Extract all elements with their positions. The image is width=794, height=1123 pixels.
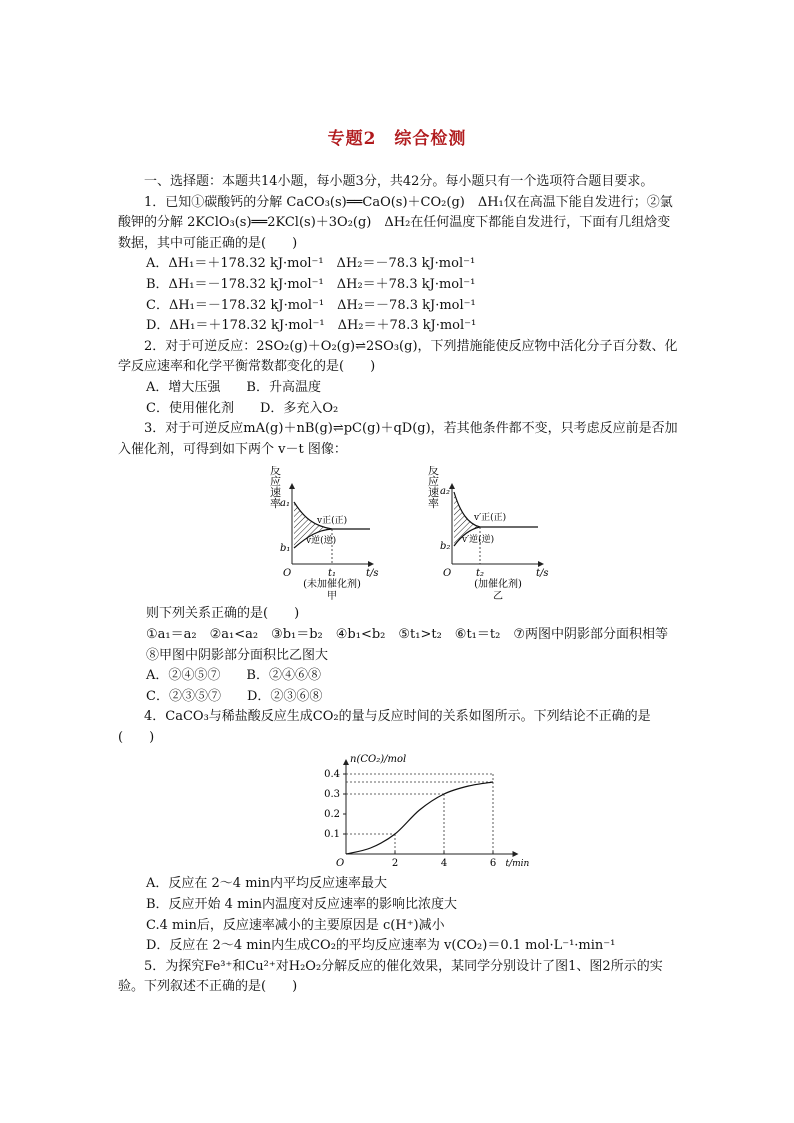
q1-option-d: D．ΔH₁＝＋178.32 kJ·mol⁻¹ ΔH₂＝＋78.3 kJ·mol⁻¹ — [146, 318, 477, 334]
q3-list-line1: ①a₁＝a₂ ②a₁<a₂ ③b₁＝b₂ ④b₁<b₂ ⑤t₁>t₂ ⑥t₁＝t₂ ⑦两图中阴影部分面积相等 — [146, 626, 668, 642]
q4-option-d: D．反应在 2～4 min内生成CO₂的平均反应速率为 v(CO₂)＝0.1 mol·L⁻¹·min⁻¹ — [146, 938, 616, 954]
q3-options-ab: A．②④⑤⑦ B．②④⑥⑧ — [146, 668, 321, 684]
q1-option-a: A．ΔH₁＝＋178.32 kJ·mol⁻¹ ΔH₂＝－78.3 kJ·mol⁻¹ — [146, 256, 476, 272]
y-tick-label: 0.4 — [324, 769, 340, 781]
forward-label-left: v正(正) — [317, 516, 348, 527]
y-tick-label: 0.3 — [324, 789, 340, 801]
q2-options-cd: C．使用催化剂 D．多充入O₂ — [146, 400, 339, 416]
forward-label-right: v′正(正) — [474, 513, 507, 524]
y-tick-label: 0.2 — [324, 809, 340, 821]
ylabel-char-2-right: 应 — [428, 475, 439, 489]
q3-stem: 3．对于可逆反应mA(g)＋nB(g)⇌pC(g)＋qD(g)，若其他条件都不变，只考虑反应前是否加入催化剂，可得到如下两个 v－t 图像： — [118, 421, 678, 457]
q3-options-cd: C．②③⑤⑦ D．②③⑥⑧ — [146, 688, 323, 704]
ylabel-char-2: 应 — [270, 475, 281, 489]
x-tick-label: 2 — [391, 858, 399, 869]
q4-option-a: A．反应在 2～4 min内平均反应速率最大 — [146, 876, 388, 892]
q1-option-b: B．ΔH₁＝－178.32 kJ·mol⁻¹ ΔH₂＝＋78.3 kJ·mol⁻¹ — [146, 276, 476, 292]
reverse-label-right: v′逆(逆) — [462, 535, 495, 546]
graph-right — [428, 466, 549, 600]
t1-label: t₁ — [328, 568, 337, 580]
q3-figure-svg — [118, 466, 678, 600]
x-tick-label: 4 — [440, 858, 448, 869]
page-title: 专题2 综合检测 — [327, 129, 467, 149]
q4-option-b: B．反应开始 4 min内温度对反应速率的影响比浓度大 — [146, 897, 457, 913]
chart-layer — [324, 754, 529, 868]
section-heading: 一、选择题：本题共14小题，每小题3分，共42分。每小题只有一个选项符合题目要求。 — [144, 174, 654, 189]
ylabel-char-1-right: 反 — [428, 466, 439, 478]
q3-list-line2: ⑧甲图中阴影部分面积比乙图大 — [146, 647, 329, 663]
reverse-label-left: v逆(逆) — [306, 536, 337, 547]
ylabel-char-1: 反 — [270, 466, 281, 478]
a1-label: a₁ — [280, 498, 290, 510]
x-axis-label: t/min — [505, 859, 530, 869]
origin-left: O — [283, 568, 292, 580]
ylabel-char-4: 率 — [270, 497, 281, 511]
q2-options-ab: A．增大压强 B．升高温度 — [146, 379, 321, 395]
document-body — [118, 172, 678, 998]
q2-stem: 2．对于可逆反应：2SO₂(g)＋O₂(g)⇌2SO₃(g)，下列措施能使反应物中活化分子百分数、化学反应速率和化学平衡常数都变化的是( ) — [118, 338, 678, 375]
xlabel-left: t/s — [366, 568, 379, 580]
b2-label: b₂ — [440, 541, 451, 553]
ylabel-char-4-right: 率 — [428, 497, 439, 511]
ylabel-char-3-right: 速 — [428, 486, 439, 500]
xlabel-right: t/s — [536, 568, 549, 580]
ylabel-char-3: 速 — [270, 486, 281, 500]
q4-chart-svg — [118, 754, 678, 868]
q5-stem: 5．为探究Fe³⁺和Cu²⁺对H₂O₂分解反应的催化效果，某同学分别设计了图1、图2所示的实验。下列叙述不正确的是( ) — [118, 958, 663, 995]
name-right: 乙 — [493, 591, 503, 601]
q4-chart — [118, 754, 678, 868]
y-tick-label: 0.1 — [324, 829, 340, 841]
co2-curve — [346, 782, 493, 854]
t2-label: t₂ — [476, 568, 485, 580]
x-tick-label: 6 — [489, 858, 497, 869]
q3-lead: 则下列关系正确的是( ) — [146, 606, 300, 622]
origin-label: O — [336, 858, 345, 869]
q1-stem: 1．已知①碳酸钙的分解 CaCO₃(s)══CaO(s)＋CO₂(g) ΔH₁仅在高温下能自发进行；②氯酸钾的分解 2KClO₃(s)══2KCl(s)＋3O₂(g) ΔH₂在任何温度下都能自发进行，下面有几组焓变数据，其中可能正确的是( ) — [118, 194, 673, 251]
y-axis-label: n(CO₂)/mol — [350, 754, 407, 766]
caption-left: (未加催化剂) — [303, 579, 361, 591]
b1-label: b₁ — [280, 543, 291, 555]
name-left: 甲 — [327, 591, 337, 601]
a2-label: a₂ — [440, 486, 450, 498]
q4-option-c: C.4 min后，反应速率减小的主要原因是 c(H⁺)减小 — [146, 917, 445, 933]
graph-left — [270, 466, 379, 600]
q3-figure — [118, 466, 678, 600]
q4-stem: 4．CaCO₃与稀盐酸反应生成CO₂的量与反应时间的关系如图所示。下列结论不正确的是( ) — [118, 709, 651, 745]
origin-right: O — [443, 568, 452, 580]
q1-option-c: C．ΔH₁＝－178.32 kJ·mol⁻¹ ΔH₂＝－78.3 kJ·mol⁻¹ — [146, 297, 476, 313]
caption-right: (加催化剂) — [474, 579, 522, 591]
